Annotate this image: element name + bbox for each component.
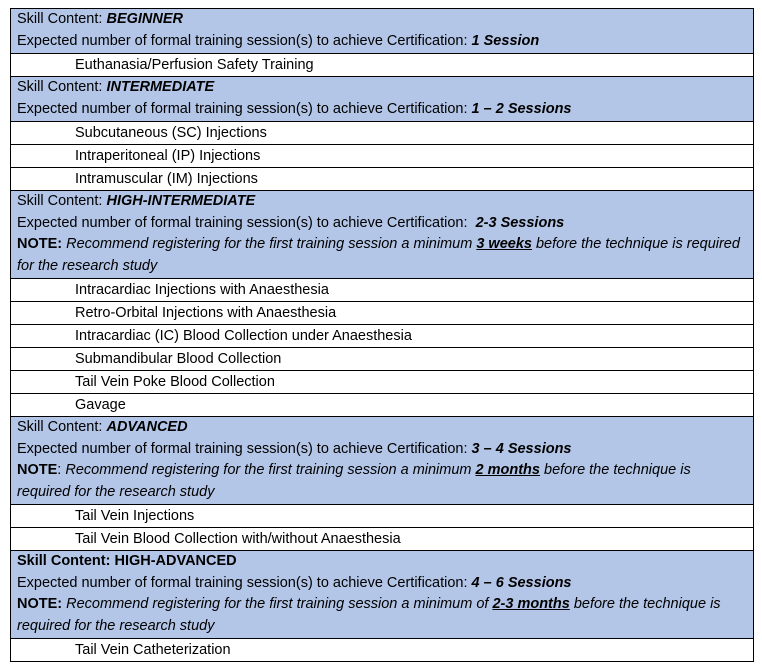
note-text: before the technique is required for the research study — [17, 596, 721, 634]
session-count: 2-3 Sessions — [475, 214, 565, 231]
skill-level: INTERMEDIATE — [106, 79, 215, 95]
note-duration: 3 weeks — [476, 236, 532, 252]
note-text: before the technique is required for the research study — [17, 236, 740, 274]
session-count: 1 – 2 Sessions — [471, 100, 572, 117]
list-item: Tail Vein Injections — [11, 505, 753, 528]
skill-line — [17, 417, 747, 439]
note-duration: 2-3 months — [492, 596, 570, 612]
list-item: Tail Vein Poke Blood Collection — [11, 371, 753, 394]
skill-prefix: Skill Content: — [17, 79, 107, 95]
note-label: NOTE: — [17, 596, 63, 612]
expected-prefix: Expected number of formal training session(s) to achieve Certification: — [17, 100, 472, 117]
session-count: 4 – 6 Sessions — [471, 574, 572, 591]
expected-line — [17, 31, 747, 53]
expected-line — [17, 213, 747, 235]
note-text: Recommend registering for the first training session a minimum of — [62, 596, 493, 612]
list-item: Tail Vein Blood Collection with/without Anaesthesia — [11, 528, 753, 551]
list-item: Submandibular Blood Collection — [11, 348, 753, 371]
expected-prefix: Expected number of formal training session(s) to achieve Certification: — [17, 214, 476, 231]
note-text: Recommend registering for the first training session a minimum — [62, 236, 477, 252]
expected-prefix: Expected number of formal training session(s) to achieve Certification: — [17, 440, 472, 457]
skill-level: ADVANCED — [106, 419, 188, 435]
expected-line — [17, 99, 747, 121]
note-text: Recommend registering for the first training session a minimum — [61, 462, 476, 478]
skill-prefix: Skill Content: — [17, 193, 107, 209]
list-item: Euthanasia/Perfusion Safety Training — [11, 54, 753, 77]
training-table — [10, 8, 754, 662]
section-header-beginner — [11, 9, 753, 54]
note-line — [17, 594, 747, 637]
expected-prefix: Expected number of formal training session(s) to achieve Certification: — [17, 32, 472, 49]
note-text: before the technique is required for the research study — [17, 462, 691, 500]
section-header-high-advanced — [11, 551, 753, 639]
note-colon: : — [57, 462, 62, 478]
expected-prefix: Expected number of formal training session(s) to achieve Certification: — [17, 574, 472, 591]
note-label: NOTE — [17, 462, 58, 478]
note-duration: 2 months — [475, 462, 540, 478]
section-header-intermediate — [11, 77, 753, 122]
note-line — [17, 460, 747, 503]
skill-line — [17, 9, 747, 31]
skill-prefix: Skill Content: — [17, 11, 107, 27]
list-item: Gavage — [11, 394, 753, 417]
list-item: Intracardiac Injections with Anaesthesia — [11, 279, 753, 302]
list-item: Intraperitoneal (IP) Injections — [11, 145, 753, 168]
skill-level: BEGINNER — [106, 11, 184, 27]
note-line — [17, 234, 747, 277]
skill-prefix: Skill Content: — [17, 419, 107, 435]
skill-line: Skill Content: HIGH-ADVANCED — [17, 553, 237, 569]
list-item: Retro-Orbital Injections with Anaesthesia — [11, 302, 753, 325]
expected-line — [17, 573, 747, 595]
list-item: Tail Vein Catheterization — [11, 639, 753, 662]
list-item: Intracardiac (IC) Blood Collection under Anaesthesia — [11, 325, 753, 348]
list-item: Intramuscular (IM) Injections — [11, 168, 753, 191]
note-label: NOTE: — [17, 236, 63, 252]
section-header-advanced — [11, 417, 753, 505]
section-header-high-intermediate — [11, 191, 753, 279]
expected-line — [17, 439, 747, 461]
skill-line — [17, 77, 747, 99]
session-count: 1 Session — [471, 32, 540, 49]
session-count: 3 – 4 Sessions — [471, 440, 572, 457]
skill-line — [17, 191, 747, 213]
list-item: Subcutaneous (SC) Injections — [11, 122, 753, 145]
skill-level: HIGH-INTERMEDIATE — [106, 193, 256, 209]
